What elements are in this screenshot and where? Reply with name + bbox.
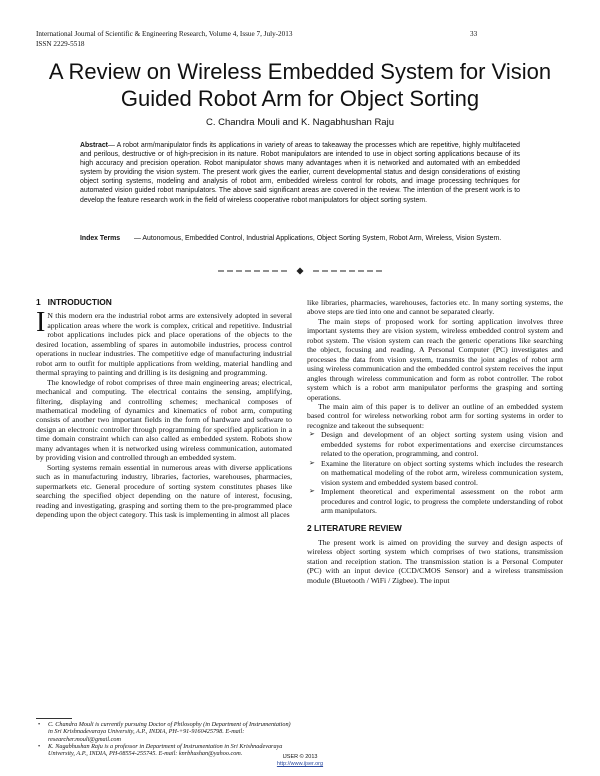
index-terms-label: Index Terms [80,235,121,242]
literature-paragraph-1: The present work is aimed on providing the survey and design aspects of wireless object sorting system which comprises of two stations, transmission station and receiption station. The transmission station is a Personal Computer (PC) with an input device (CCD/CMOS Sensor) and a wireless transmission module (Bluetooth / WiFi / Zigbee). The input [307,537,563,585]
list-item-text: Implement theoretical and experimental assessment on the robot arm procedures and control logic, to progress the complete understanding of robot arm manipulators. [321,487,563,515]
footnote-text: C. Chandra Mouli is currently pursuing Doctor of Philosophy (in Department of Instrumentation) in Sri Krishnadevaraya University, A.P., INDIA, PH-+91-9160425798. E-mail: researcher.mouli@gmail.com [48,721,291,743]
section-2-title-part2: EVIEW [374,523,402,534]
right-paragraph-2: The main steps of proposed work for sorting application involves three important systems they are vision system, wireless embedded control system and robot system. The vision system can reach the generic operations like searching the object, focusing and reading. A Personal Computer (PC) investigates and processes the data from vision system, transmits the joint angles of robot arm using wireless communication and the embedded control system receives the input angles through wireless communication and form as robot controller. The robot system which is a robot arm manipulator performs the grasping and sorting operations. [307,316,563,402]
right-column [307,298,563,585]
divider-text [218,263,219,264]
section-2-heading [307,524,563,533]
journal-header: International Journal of Scientific & Engineering Research, Volume 4, Issue 7, July-2013 [36,30,293,38]
intro-paragraph-1 [36,307,292,378]
section-2-initial-2: R [368,523,375,534]
abstract [80,141,520,205]
section-1-title: NTRODUCTION [49,297,112,307]
abstract-label: Abstract [80,142,108,149]
section-1-heading [36,298,292,307]
drop-cap: I [36,307,46,339]
list-item [307,487,563,515]
section-divider [218,263,382,273]
intro-paragraph-2: The knowledge of robot comprises of three main engineering areas; electrical, mechanical and computing. The electrical contains the sensing, amplifying, filtering, displaying and controlling schemes; mechanical composes of mathematical modeling of dynamics and kinematics of robot arm, computing consists of another two important fields in the form of hardware and software to design an electronic controller through programming for specified application in a time domain constraint which can also called as embedded system. Robots show many advantages when it is networked using wireless communication, automated by providing vision and controlled through an embedded system. [36,377,292,463]
intro-paragraph-1-text: N this modern era the industrial robot arms are extensively adopted in several application areas where the work is complex, critical and repetitive. Industrial robot applications includes pick and place operations of the objects to the desired location, assembling of spares in automobile industries, process control operations in nuclear industries. The competitive edge of manufacturing industrial robot arm to outfit for multiple applications from welding, material handling and thermal spraying to painting and drilling is its designing and programming. [36,311,292,378]
footnote-item [36,721,291,743]
arrow-bullet-icon: ➢ [309,487,315,496]
abstract-text: — A robot arm/manipulator finds its applications in variety of areas to takeaway the processes which are repetitive, highly multifaceted and perilous, destructive or of high-precision in its nature. Robot manipulators are intended to use in object sorting applications because of its high accuracy and precision operation. Robot manipulator shows many advantages when it is networked and automated with an embedded system by providing the vision system. The present work gives the earlier, current developmental status and design considerations of existing object sorting systems, modeling and analysis of robot arm, embedded wireless control for robots, and image processing techniques for automated vision guided robot manipulators. The above said significant areas are covered in the review. The intention of the present work is to develop the feature research work in the field of wireless cooperative robot manipulators for object sorting system. [80,142,520,204]
section-1-initial: I [47,297,50,307]
left-column [36,298,292,519]
authors: C. Chandra Mouli and K. Nagabhushan Raju [205,117,394,128]
footnote-text: K. Nagabhushan Raju is a professor in Department of Instrumentation in Sri Krishnadevaraya University, A.P., INDIA, PH-08554-255745. E-mail: knrbhushan@yahoo.com. [48,742,283,758]
copyright: IJSER © 2013 [282,754,318,760]
section-2-initial: L [314,523,320,534]
section-1-number: 1 [36,297,41,307]
list-item [307,430,563,458]
page-number: 33 [470,30,478,38]
section-2-number: 2 [307,523,312,534]
intro-paragraph-3: Sorting systems remain essential in numerous areas with diverse applications such as in manufacturing industry, libraries, factories, warehouses, pharmacies, supermarkets etc. General procedure of sorting system constitutes phases like searching the specified object depending on the nature of interest, focusing, reading and investigating, grasping and sorting them to the pre-programmed place depending upon the object category. This task is implementing in almost all places [36,462,292,519]
issn: ISSN 2229-5518 [36,40,85,48]
objectives-list [307,430,563,515]
index-terms-text: — Autonomous, Embedded Control, Industrial Applications, Object Sorting System, Robot Arm, Wireless, Vision System. [134,235,502,243]
arrow-bullet-icon: ➢ [309,458,315,467]
index-terms [80,234,520,243]
paper-title: A Review on Wireless Embedded System for Vision Guided Robot Arm for Object Sorting [48,59,552,111]
list-item-text: Design and development of an object sorting system using vision and embedded systems for robot experimentations and exercise circumstances related to the operation, programming, and control. [321,430,563,459]
list-item-text: Examine the literature on object sorting systems which includes the research on mathematical modeling of the robot arm, wireless communication system, vision system and embedded system based control. [321,458,563,487]
footnotes [36,721,291,757]
divider-graphic [218,266,382,276]
list-item [307,459,563,487]
section-2-title-part1: ITERATURE [319,523,369,534]
bullet-icon: • [38,742,41,750]
right-paragraph-3: The main aim of this paper is to deliver an outline of an embedded system based control for wireless networking robot arm for sorting systems in order to recognize and takeout the subsequent: [307,401,563,430]
right-paragraph-1: like libraries, pharmacies, warehouses, factories etc. In many sorting systems, the above steps are tied into one and cannot be separated clearly. [307,298,563,317]
bullet-icon: • [38,721,41,728]
website-link[interactable]: http://www.ijser.org [276,761,324,767]
arrow-bullet-icon: ➢ [309,430,315,439]
footnote-rule [36,718,72,719]
